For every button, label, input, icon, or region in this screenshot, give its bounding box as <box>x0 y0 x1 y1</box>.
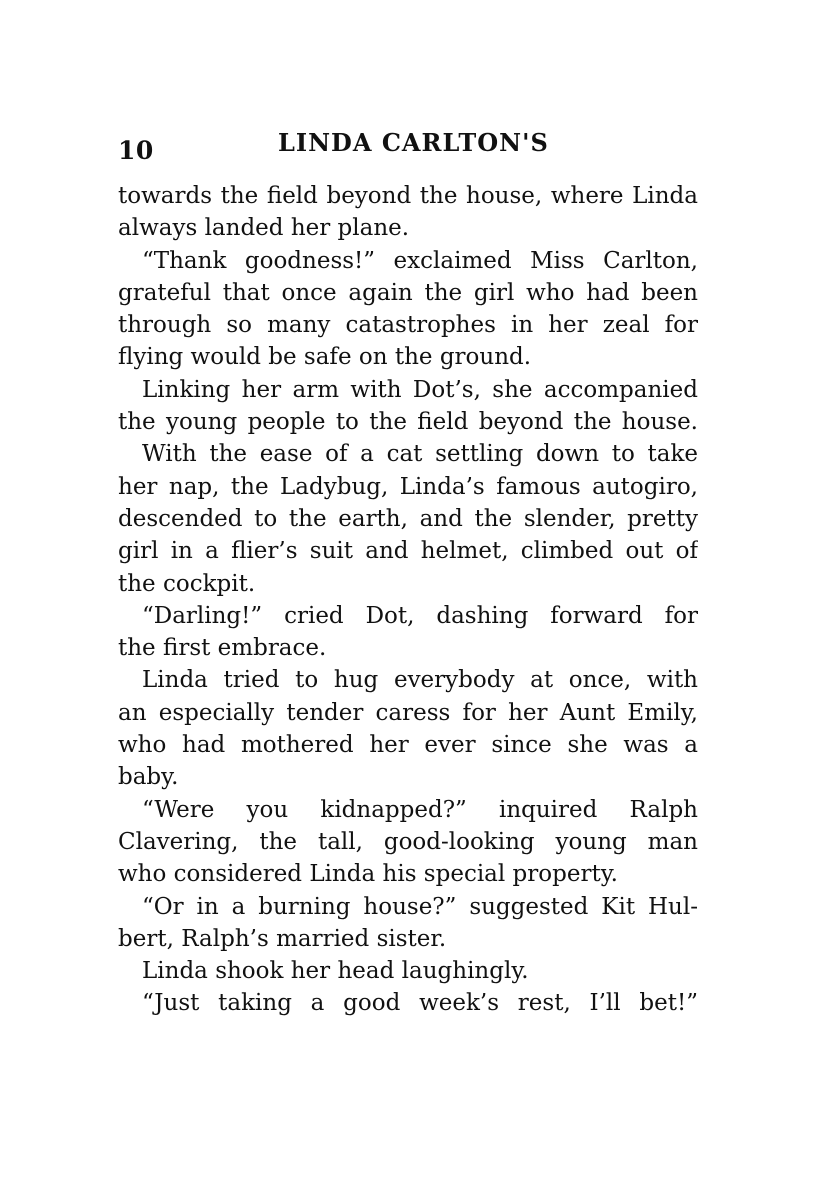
text-line: an especially tender caress for her Aunt Emily, <box>118 699 698 726</box>
text-line: “Darling!” cried Dot, dashing forward for <box>142 602 698 629</box>
text-line: who had mothered her ever since she was a <box>118 732 698 759</box>
text-line: bert, Ralph’s married sister. <box>118 925 447 952</box>
text-line: Clavering, the tall, good-looking young man <box>118 828 698 855</box>
running-head: LINDA CARLTON'S <box>278 128 549 157</box>
text-line: “Were you kidnapped?” inquired Ralph <box>142 796 698 823</box>
text-line: the cockpit. <box>118 570 256 597</box>
body-text <box>118 180 698 1020</box>
text-line: always landed her plane. <box>118 215 410 242</box>
text-line: With the ease of a cat settling down to take <box>142 441 698 468</box>
text-line: “Just taking a good week’s rest, I’ll bet!” <box>142 990 698 1017</box>
text-line: her nap, the Ladybug, Linda’s famous autogiro, <box>118 473 698 500</box>
text-line: Linking her arm with Dot’s, she accompanied <box>142 376 698 403</box>
text-line: baby. <box>118 764 179 791</box>
text-line: flying would be safe on the ground. <box>118 344 532 371</box>
text-line: the first embrace. <box>118 635 327 662</box>
text-line: through so many catastrophes in her zeal for <box>118 312 698 339</box>
text-line: Linda tried to hug everybody at once, with <box>142 667 698 694</box>
text-line: grateful that once again the girl who had been <box>118 279 698 306</box>
text-line: “Or in a burning house?” suggested Kit Hul- <box>142 893 698 920</box>
page-header <box>118 128 698 165</box>
text-line: towards the field beyond the house, where Linda <box>118 183 698 209</box>
text-line: the young people to the field beyond the house. <box>118 409 698 436</box>
text-line: who considered Linda his special property. <box>118 861 618 888</box>
text-line: Linda shook her head laughingly. <box>142 958 529 985</box>
text-line: descended to the earth, and the slender, pretty <box>118 505 698 532</box>
text-line: girl in a flier’s suit and helmet, climbed out of <box>118 538 698 565</box>
text-line: “Thank goodness!” exclaimed Miss Carlton, <box>142 247 698 274</box>
page-number: 10 <box>118 136 154 165</box>
